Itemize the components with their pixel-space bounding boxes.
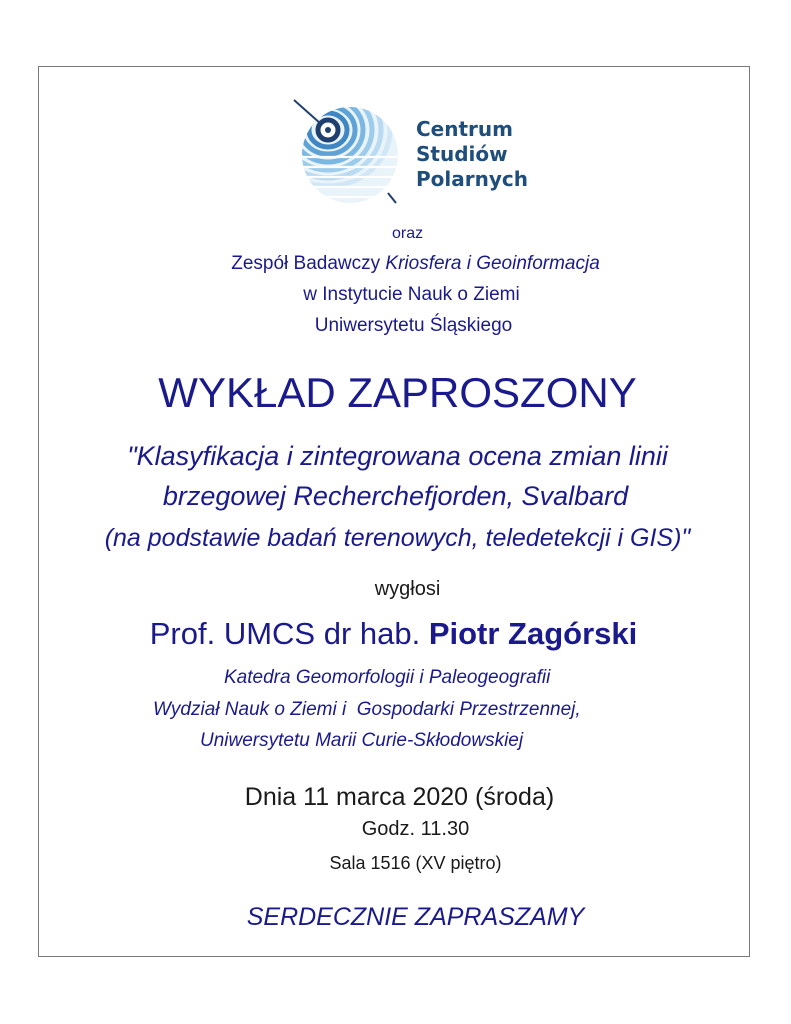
- logo-line-1: Centrum: [416, 117, 513, 141]
- delivered-by-text: wygłosi: [374, 578, 441, 600]
- logo-line-3: Polarnych: [416, 167, 528, 191]
- logo-wordmark: [416, 117, 528, 192]
- logo-line-2: Studiów: [416, 142, 508, 166]
- lecture-date: Dnia 11 marca 2020 (środa): [244, 783, 555, 811]
- team-prefix: Zespół Badawczy: [231, 253, 386, 274]
- team-name: Kriosfera i Geoinformacja: [385, 253, 600, 274]
- speaker-name: Piotr Zagórski: [428, 616, 638, 651]
- lecture-title-line-3: (na podstawie badań terenowych, teledetekcji i GIS)": [104, 524, 691, 552]
- affiliation-line-3: Uniwersytetu Marii Curie-Skłodowskiej: [200, 730, 524, 751]
- university-line: Uniwersytetu Śląskiego: [314, 315, 513, 336]
- closing-invitation: SERDECZNIE ZAPRASZAMY: [246, 903, 585, 931]
- lecture-title-line-1: "Klasyfikacja i zintegrowana ocena zmian linii: [127, 441, 668, 471]
- speaker-line: [0, 616, 789, 652]
- lecture-room: Sala 1516 (XV piętro): [329, 853, 502, 873]
- page-title: WYKŁAD ZAPROSZONY: [158, 369, 637, 416]
- lecture-time: Godz. 11.30: [361, 818, 470, 840]
- speaker-title: Prof. UMCS dr hab.: [149, 616, 429, 651]
- research-team-line: [20, 253, 791, 275]
- affiliation-line-2: Wydział Nauk o Ziemi i Gospodarki Przestrzennej,: [153, 699, 581, 720]
- institute-line: w Instytucie Nauk o Ziemi: [303, 284, 520, 305]
- lecture-title-line-2: brzegowej Recherchefjorden, Svalbard: [162, 481, 629, 511]
- affiliation-line-1: Katedra Geomorfologii i Paleogeografii: [224, 667, 551, 688]
- polar-globe-icon: [288, 97, 408, 209]
- conjunction-text: oraz: [392, 225, 424, 242]
